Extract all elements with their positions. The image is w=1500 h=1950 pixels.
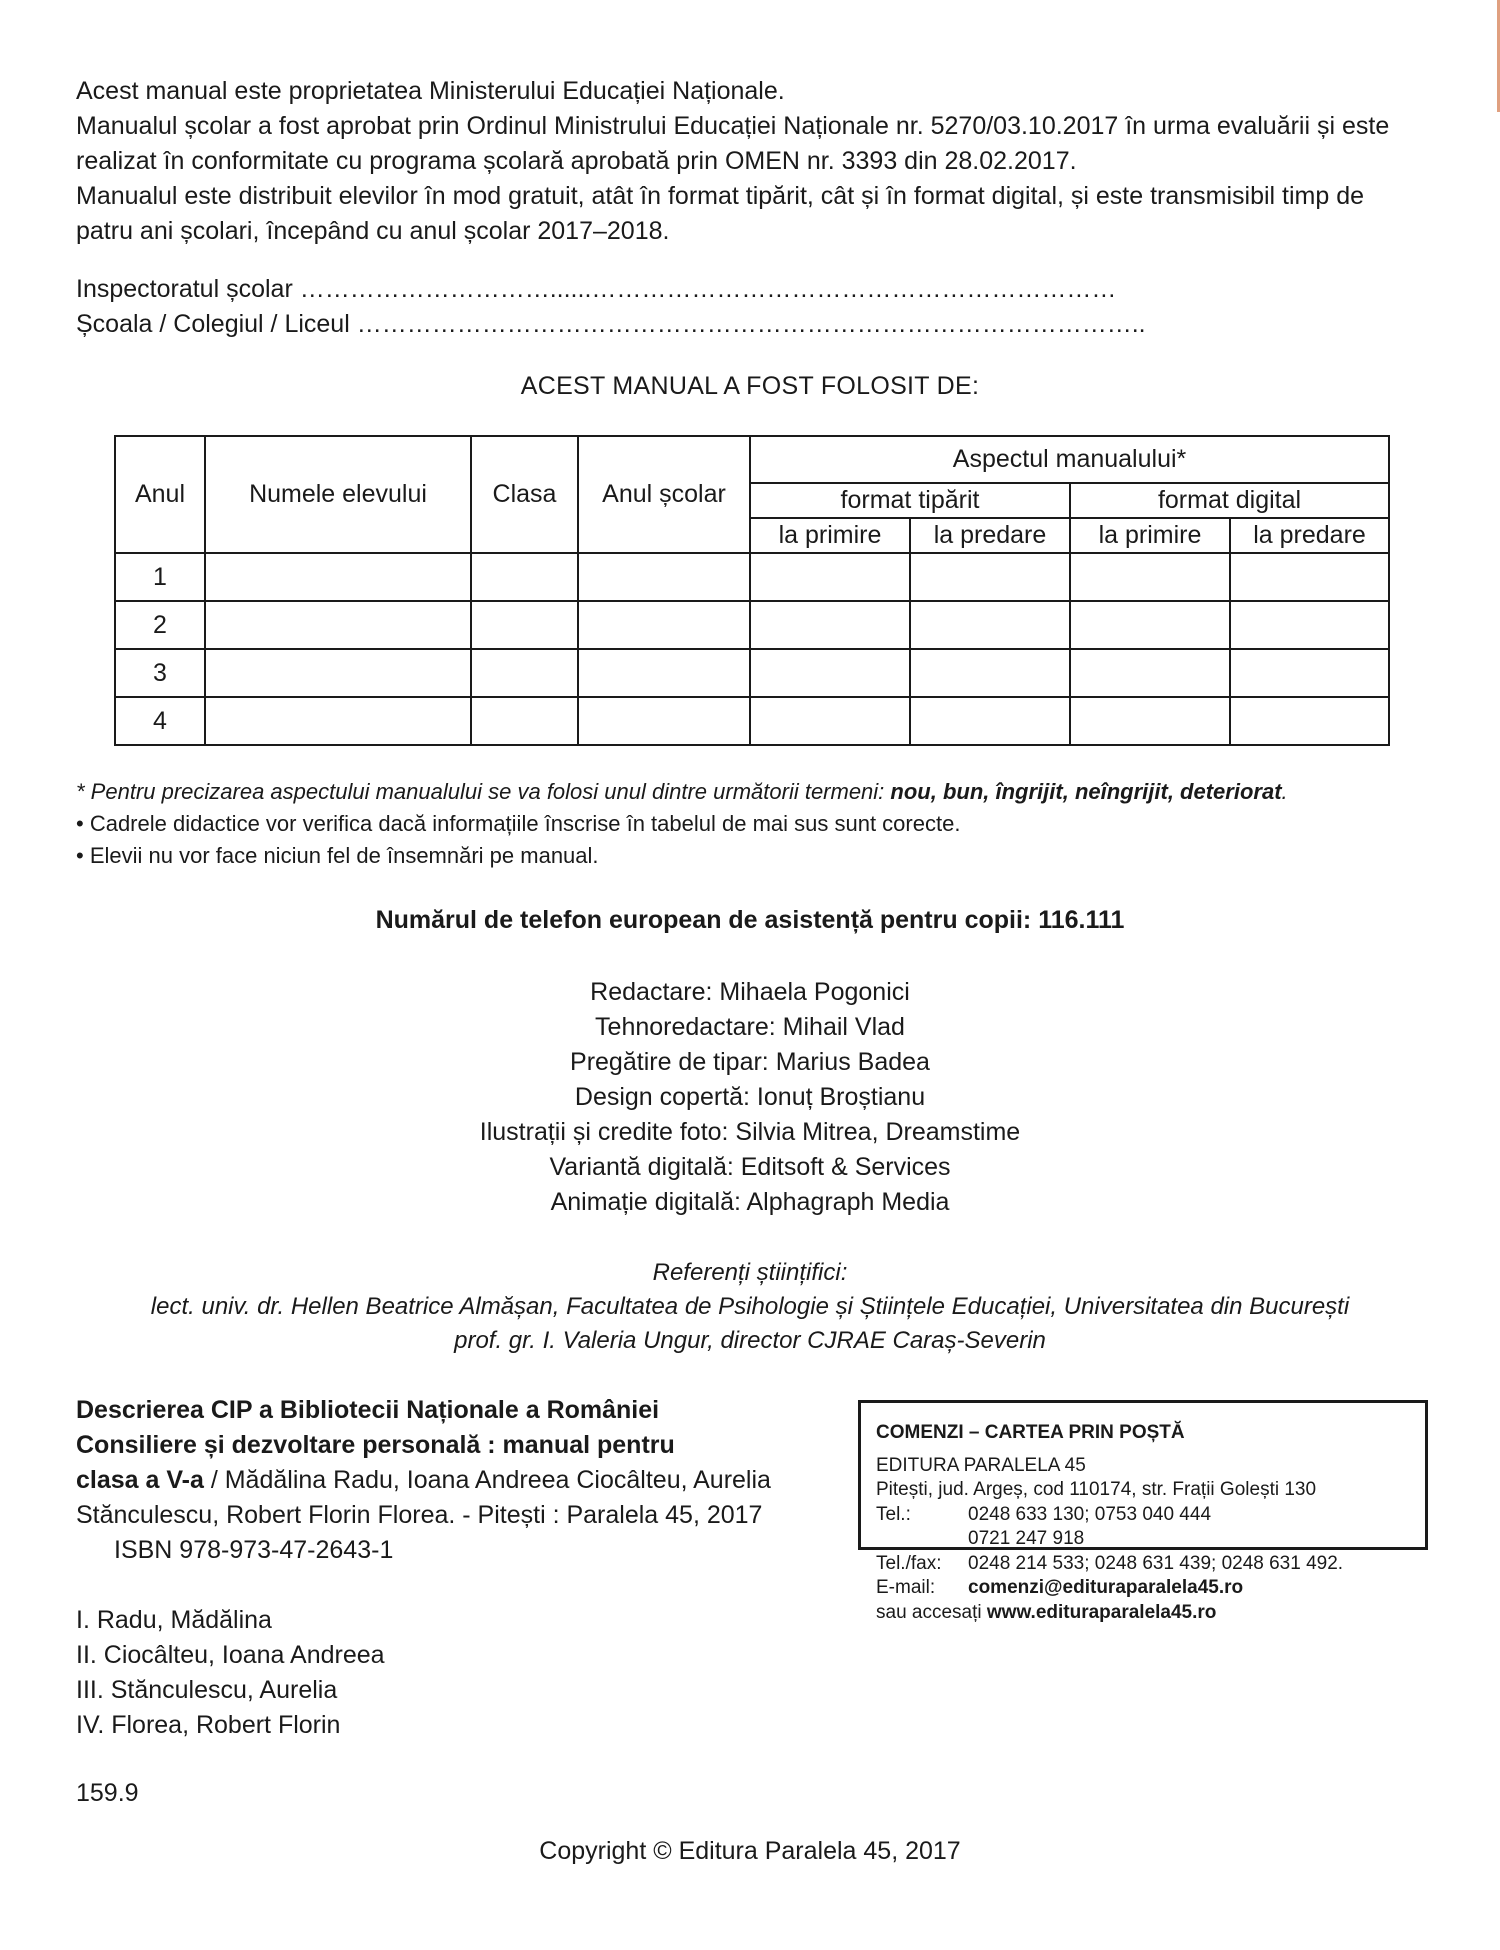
note-bullet-2: • Elevii nu vor face niciun fel de însemnări pe manual.	[76, 843, 599, 868]
intro-line-2: Manualul școlar a fost aprobat prin Ordinul Ministrului Educației Naționale nr. 5270/03.10.2017 în urma evaluării și este realizat în conformitate cu programa școlară aprobată prin OMEN nr. 3393 din 28.02.2017.	[76, 112, 1390, 175]
author-entry: IV. Florea, Robert Florin	[76, 1711, 341, 1739]
scoala-line: Școala / Colegiul / Liceul …………………………………………………………………………………..	[76, 310, 1146, 338]
cell-clasa	[471, 553, 578, 601]
cell-digital-predare	[1230, 697, 1389, 745]
referents-title: Referenți științifici:	[652, 1259, 848, 1286]
row-number: 4	[115, 697, 205, 745]
cell-digital-primire	[1070, 553, 1230, 601]
credit-line: Variantă digitală: Editsoft & Services	[549, 1153, 951, 1181]
cell-clasa	[471, 601, 578, 649]
website-link[interactable]: www.edituraparalela45.ro	[986, 1601, 1217, 1623]
header-clasa: Clasa	[471, 436, 578, 553]
asterisk-note-end: .	[1281, 779, 1288, 804]
header-format-tiparit: format tipărit	[750, 483, 1070, 518]
cell-an-scolar	[578, 601, 750, 649]
inspectorat-line: Inspectoratul școlar …………………………......………………………………………………………	[76, 275, 1117, 303]
orders-email: E-mail: comenzi@edituraparalela45.ro	[876, 1577, 1244, 1598]
cell-tiparit-predare	[910, 601, 1070, 649]
header-anul: Anul	[115, 436, 205, 553]
orders-web: sau accesați www.edituraparalela45.ro	[876, 1601, 1217, 1623]
cell-digital-primire	[1070, 601, 1230, 649]
cell-tiparit-primire	[750, 553, 910, 601]
cell-clasa	[471, 649, 578, 697]
asterisk-note-text: * Pentru precizarea aspectului manualului se va folosi unul dintre următorii termeni:	[76, 779, 891, 804]
scientific-referents	[0, 1256, 1500, 1358]
table-row	[115, 697, 1389, 745]
asterisk-note	[76, 776, 1456, 808]
cell-nume	[205, 601, 471, 649]
orders-fax: Tel./fax: 0248 214 533; 0248 631 439; 0248 631 492.	[876, 1552, 1344, 1574]
orders-tel-2: 0721 247 918	[968, 1528, 1085, 1549]
author-entry: III. Stănculescu, Aurelia	[76, 1676, 338, 1704]
cell-an-scolar	[578, 553, 750, 601]
fill-in-lines	[76, 272, 1336, 342]
referent-2: prof. gr. I. Valeria Ungur, director CJRAE Caraș-Severin	[454, 1327, 1046, 1354]
header-numele-elevului: Numele elevului	[205, 436, 471, 553]
author-entry: I. Radu, Mădălina	[76, 1606, 272, 1634]
cip-title: Descrierea CIP a Bibliotecii Naționale a României	[76, 1396, 660, 1424]
cell-tiparit-predare	[910, 649, 1070, 697]
referent-1: lect. univ. dr. Hellen Beatrice Almășan, Facultatea de Psihologie și Științele Educației, Universitatea din București	[150, 1293, 1350, 1320]
orders-publisher: EDITURA PARALELA 45	[876, 1454, 1086, 1476]
row-number: 1	[115, 553, 205, 601]
table-row	[115, 553, 1389, 601]
intro-line-1: Acest manual este proprietatea Ministerului Educației Naționale.	[76, 77, 785, 105]
cell-digital-primire	[1070, 649, 1230, 697]
cell-tiparit-predare	[910, 553, 1070, 601]
table-row	[115, 601, 1389, 649]
credit-line: Tehnoredactare: Mihail Vlad	[595, 1013, 905, 1041]
copyright: Copyright © Editura Paralela 45, 2017	[539, 1837, 961, 1865]
table-row	[115, 649, 1389, 697]
child-helpline: Numărul de telefon european de asistență pentru copii: 116.111	[375, 906, 1125, 934]
email-link[interactable]: comenzi@edituraparalela45.ro	[968, 1577, 1244, 1598]
intro-line-3: Manualul este distribuit elevilor în mod gratuit, atât în format tipărit, cât și în format digital, și este transmisibil timp de patru ani școlari, începând cu anul școlar 2017–2018.	[76, 182, 1365, 245]
cip-book-title: Consiliere și dezvoltare personală : manual pentru	[76, 1431, 675, 1459]
credit-line: Animație digitală: Alphagraph Media	[550, 1188, 950, 1216]
orders-tel: Tel.: 0248 633 130; 0753 040 444	[876, 1503, 1212, 1525]
cell-digital-predare	[1230, 553, 1389, 601]
intro-block	[76, 74, 1416, 249]
credit-line: Pregătire de tipar: Marius Badea	[570, 1048, 930, 1076]
author-entry: II. Ciocâlteu, Ioana Andreea	[76, 1641, 385, 1669]
cell-nume	[205, 553, 471, 601]
credit-line: Design copertă: Ionuț Broștianu	[574, 1083, 926, 1111]
header-digital-la-primire: la primire	[1070, 518, 1230, 553]
header-tiparit-la-primire: la primire	[750, 518, 910, 553]
condition-terms: nou, bun, îngrijit, neîngrijit, deteriorat	[890, 779, 1282, 804]
credit-line: Ilustrații și credite foto: Silvia Mitrea, Dreamstime	[479, 1118, 1021, 1146]
credit-line: Redactare: Mihaela Pogonici	[590, 978, 910, 1006]
cell-digital-primire	[1070, 697, 1230, 745]
cell-nume	[205, 697, 471, 745]
cell-tiparit-primire	[750, 697, 910, 745]
cell-clasa	[471, 697, 578, 745]
cell-digital-predare	[1230, 601, 1389, 649]
header-tiparit-la-predare: la predare	[910, 518, 1070, 553]
cip-authors-line: clasa a V-a / Mădălina Radu, Ioana Andreea Ciocâlteu, Aurelia	[76, 1466, 771, 1494]
header-format-digital: format digital	[1070, 483, 1389, 518]
orders-title: COMENZI – CARTEA PRIN POȘTĂ	[876, 1422, 1185, 1443]
cell-digital-predare	[1230, 649, 1389, 697]
header-anul-scolar: Anul școlar	[578, 436, 750, 553]
usage-table	[114, 435, 1390, 746]
cell-tiparit-primire	[750, 649, 910, 697]
header-digital-la-predare: la predare	[1230, 518, 1389, 553]
orders-box	[858, 1400, 1428, 1623]
author-index	[76, 1603, 385, 1743]
isbn: ISBN 978-973-47-2643-1	[114, 1536, 394, 1564]
table-notes	[76, 776, 1456, 872]
usage-table-title: ACEST MANUAL A FOST FOLOSIT DE:	[520, 372, 980, 400]
cell-tiparit-primire	[750, 601, 910, 649]
cip-publisher-line: Stănculescu, Robert Florin Florea. - Pitești : Paralela 45, 2017	[76, 1501, 763, 1529]
header-aspectul-manualului: Aspectul manualului*	[750, 436, 1389, 483]
note-bullet-1: • Cadrele didactice vor verifica dacă informațiile înscrise în tabelul de mai sus sunt corecte.	[76, 811, 961, 836]
row-number: 3	[115, 649, 205, 697]
credits-block	[0, 975, 1500, 1220]
orders-address: Pitești, jud. Argeș, cod 110174, str. Frații Golești 130	[876, 1479, 1317, 1500]
cell-tiparit-predare	[910, 697, 1070, 745]
cell-an-scolar	[578, 697, 750, 745]
cip-description	[76, 1393, 836, 1568]
cell-an-scolar	[578, 649, 750, 697]
cell-nume	[205, 649, 471, 697]
classification-number: 159.9	[76, 1779, 139, 1807]
row-number: 2	[115, 601, 205, 649]
